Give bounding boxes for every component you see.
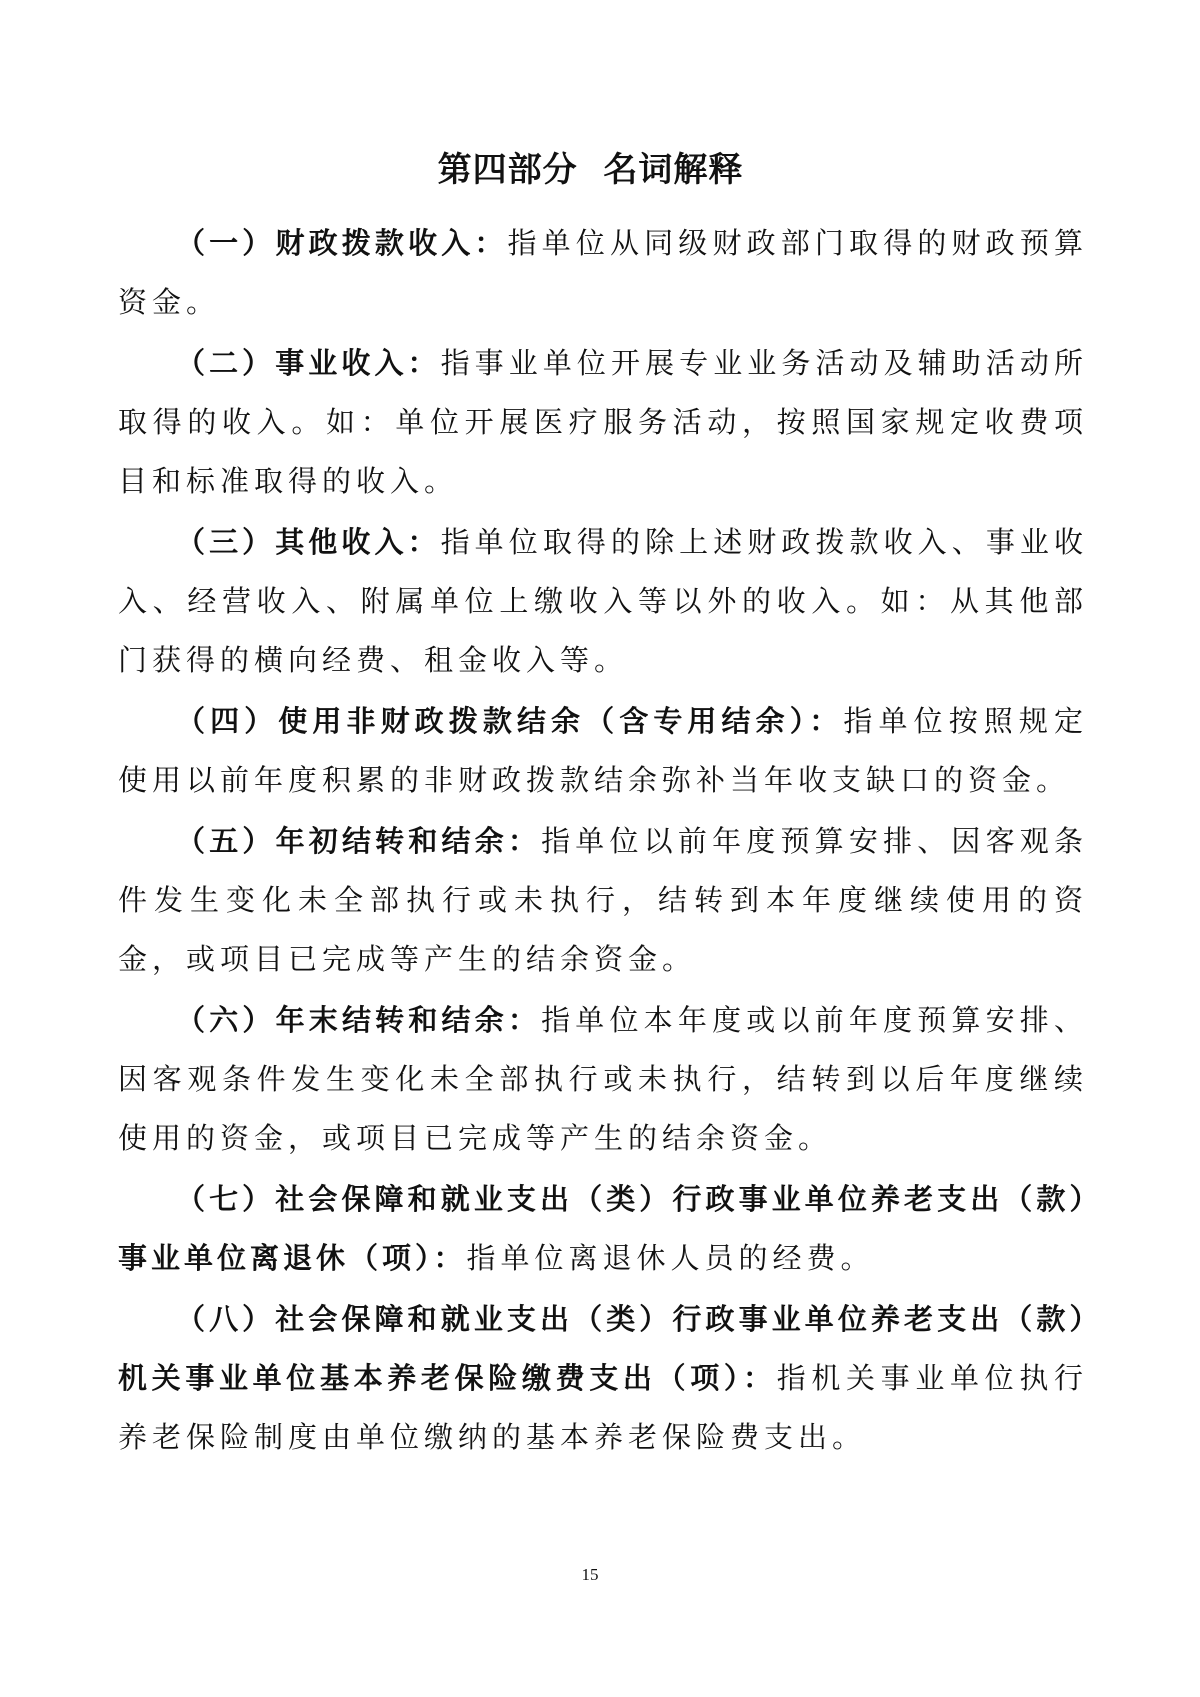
term-label: （二）事业收入： [176,346,441,380]
term-item [118,991,1088,1168]
term-item [118,334,1088,511]
term-label: （七）社会保障和就业支出（类）行政事业单位养老支出（款）事业单位离退休（项）： [118,1182,1088,1275]
term-item [118,692,1088,810]
term-description: 指事业单位开展专业业务活动及辅助活动所取得的收入。如：单位开展医疗服务活动，按照国家规定收费项目和标准取得的收入。 [118,346,1088,498]
term-description: 指单位从同级财政部门取得的财政预算资金。 [118,226,1088,319]
term-label: （五）年初结转和结余： [176,824,542,858]
term-description: 指单位按照规定使用以前年度积累的非财政拨款结余弥补当年收支缺口的资金。 [118,704,1088,797]
term-item [118,1290,1088,1467]
page-number: 15 [581,1565,599,1584]
term-description: 指单位取得的除上述财政拨款收入、事业收入、经营收入、附属单位上缴收入等以外的收入。如：从其他部门获得的横向经费、租金收入等。 [118,525,1088,677]
term-item [118,513,1088,690]
term-item [118,1170,1088,1288]
term-item [118,214,1088,332]
term-label: （八）社会保障和就业支出（类）行政事业单位养老支出（款）机关事业单位基本养老保险缴费支出（项）： [118,1302,1088,1395]
page-title: 第四部分 名词解释 [437,150,744,190]
term-description: 指单位离退休人员的经费。 [466,1241,875,1275]
term-label: （四）使用非财政拨款结余（含专用结余）： [176,704,844,738]
term-label: （三）其他收入： [176,525,441,559]
term-description: 指单位本年度或以前年度预算安排、因客观条件发生变化未全部执行或未执行，结转到以后年度继续使用的资金，或项目已完成等产生的结余资金。 [118,1003,1088,1155]
term-item [118,812,1088,989]
term-label: （六）年末结转和结余： [176,1003,542,1037]
term-description: 指单位以前年度预算安排、因客观条件发生变化未全部执行或未执行，结转到本年度继续使用的资金，或项目已完成等产生的结余资金。 [118,824,1088,976]
term-description: 指机关事业单位执行养老保险制度由单位缴纳的基本养老保险费支出。 [118,1361,1088,1454]
term-label: （一）财政拨款收入： [176,226,508,260]
